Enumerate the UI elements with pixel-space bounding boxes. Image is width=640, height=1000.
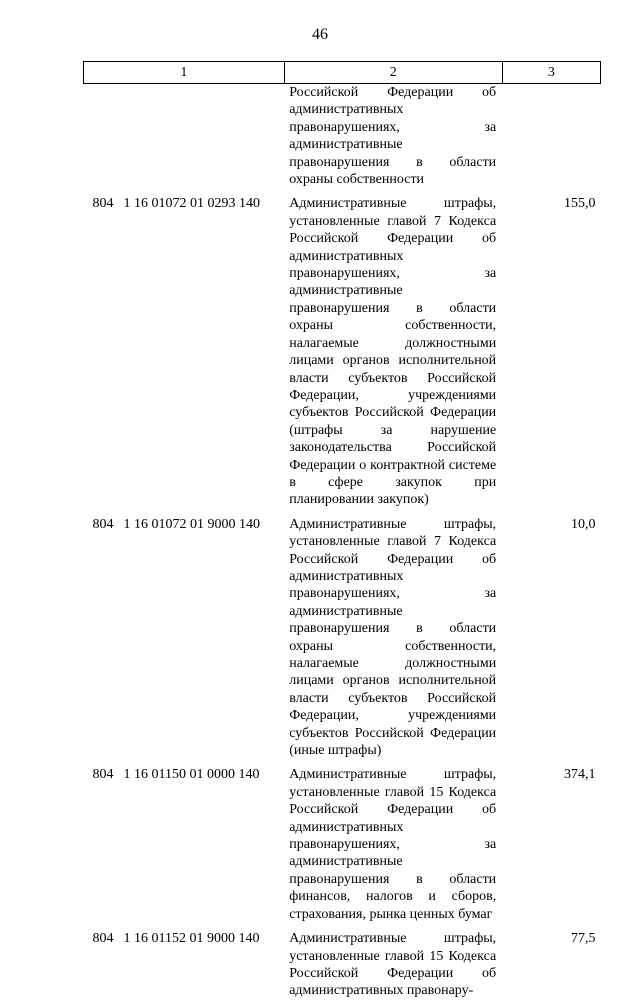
table-header	[84, 62, 601, 84]
code-cell	[84, 923, 285, 1000]
continuation-text: Российской Федерации об административных правонарушениях, за административные правонарушения в области охраны собственности	[289, 85, 497, 188]
table-row	[84, 188, 601, 508]
amount-value: 374,1	[564, 767, 596, 783]
admin-code: 804	[92, 931, 114, 947]
admin-code: 804	[92, 196, 114, 212]
table-row	[84, 923, 601, 1000]
description-text: Административные штрафы, установленные главой 15 Кодекса Российской Федерации об административных правонарушениях, за административные правонарушения в области финансов, налогов и сборов, страхования, рынка ценных бумаг	[289, 767, 497, 922]
header-row	[84, 62, 601, 84]
amount-cell	[502, 759, 600, 923]
budget-code: 1 16 01150 01 0000 140	[123, 767, 260, 783]
continuation-code-cell	[84, 84, 285, 189]
admin-code: 804	[92, 767, 114, 783]
code-cell	[84, 509, 285, 760]
budget-code: 1 16 01072 01 9000 140	[123, 516, 260, 532]
budget-code: 1 16 01072 01 0293 140	[123, 196, 260, 212]
amount-value: 10,0	[571, 516, 596, 532]
description-text: Административные штрафы, установленные главой 7 Кодекса Российской Федерации об административных правонарушениях, за административные правонарушения в области охраны собственности, налагаемые должностными лицами органов исполнительной власти субъектов Российской Федерации, учреждениями субъектов Российской Федерации (иные штрафы)	[289, 516, 497, 759]
table-body	[84, 84, 601, 1000]
column-header-2: 2	[284, 62, 502, 84]
description-cell	[284, 759, 502, 923]
amount-cell	[502, 188, 600, 508]
continuation-text-cell	[284, 84, 502, 189]
amount-cell	[502, 509, 600, 760]
description-text: Административные штрафы, установленные главой 7 Кодекса Российской Федерации об административных правонарушениях, за административные правонарушения в области охраны собственности, налагаемые должностными лицами органов исполнительной власти субъектов Российской Федерации, учреждениями субъектов Российской Федерации (штрафы за нарушение законодательства Российской Федерации о контрактной системе в сфере закупок при планировании закупок)	[289, 196, 497, 508]
description-text: Административные штрафы, установленные главой 15 Кодекса Российской Федерации об административных правонару-	[289, 931, 497, 999]
description-cell	[284, 509, 502, 760]
column-header-1: 1	[84, 62, 285, 84]
table-row	[84, 759, 601, 923]
description-cell	[284, 188, 502, 508]
amount-value: 77,5	[571, 931, 596, 947]
description-cell	[284, 923, 502, 1000]
table-row-continuation	[84, 84, 601, 189]
amount-value: 155,0	[564, 196, 596, 212]
table-row	[84, 509, 601, 760]
column-header-3: 3	[502, 62, 600, 84]
revenue-table	[83, 61, 601, 1000]
amount-cell	[502, 923, 600, 1000]
page-number: 46	[312, 26, 328, 43]
continuation-amount-cell	[502, 84, 600, 189]
code-cell	[84, 188, 285, 508]
budget-code: 1 16 01152 01 9000 140	[123, 931, 260, 947]
code-cell	[84, 759, 285, 923]
admin-code: 804	[92, 516, 114, 532]
